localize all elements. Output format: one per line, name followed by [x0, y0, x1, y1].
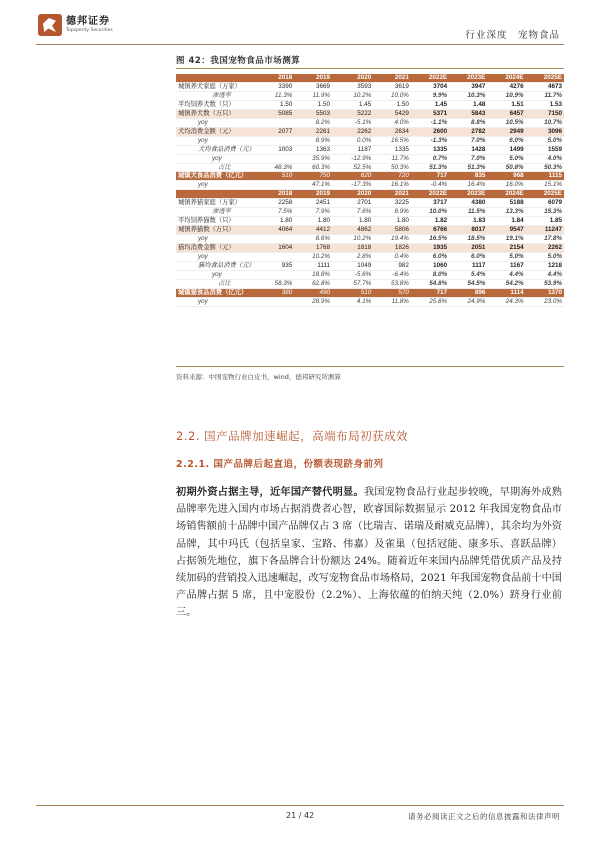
table-cell: 5843: [449, 109, 487, 118]
table-cell: 2258: [257, 199, 295, 208]
header-cell: [176, 190, 257, 199]
table-cell: -1.3%: [411, 136, 449, 145]
table-cell: 4.4%: [526, 270, 564, 279]
header-cell: 2023E: [449, 74, 487, 82]
table-cell: 0.0%: [332, 136, 373, 145]
row-label: 渗透率: [176, 208, 257, 217]
table-cell: 10.0%: [411, 208, 449, 217]
table-cell: 968: [487, 172, 525, 181]
table-cell: 5429: [373, 109, 411, 118]
table-cell: 15.3%: [526, 208, 564, 217]
table-cell: 2154: [487, 244, 525, 253]
table-cell: 1370: [526, 288, 564, 297]
table-row: [176, 145, 564, 154]
table-cell: 19.4%: [373, 235, 411, 244]
table-row: [176, 199, 564, 208]
table-cell: 2634: [373, 127, 411, 136]
table-cell: 1.45: [332, 100, 373, 109]
table-cell: 10.2%: [332, 91, 373, 100]
table-cell: -5.1%: [332, 118, 373, 127]
table-cell: 1.80: [373, 217, 411, 226]
table-cell: 2051: [449, 244, 487, 253]
table-cell: 1.50: [257, 100, 295, 109]
table-cell: 10.0%: [373, 91, 411, 100]
row-label: 平均饲养犬数（只）: [176, 100, 257, 109]
table-cell: 18.5%: [449, 235, 487, 244]
table-cell: 16.5%: [411, 235, 449, 244]
table-cell: -5.6%: [332, 270, 373, 279]
table-cell: 2261: [294, 127, 332, 136]
header-cell: 2020: [332, 74, 373, 82]
table-cell: 4412: [294, 226, 332, 235]
table-cell: 380: [257, 288, 295, 297]
table-cell: 1826: [373, 244, 411, 253]
table-cell: 5.0%: [526, 253, 564, 262]
table-cell: 57.7%: [332, 279, 373, 288]
table-cell: 3717: [411, 199, 449, 208]
row-label: 城镇养猫家庭（万家）: [176, 199, 257, 208]
table-cell: -0.4%: [411, 181, 449, 190]
table-cell: 2077: [257, 127, 295, 136]
table-row: [176, 279, 564, 288]
table-row: [176, 163, 564, 172]
table-row: [176, 253, 564, 262]
table-row: [176, 208, 564, 217]
table-cell: 17.8%: [526, 235, 564, 244]
table-cell: 5188: [487, 199, 525, 208]
table-cell: 5.0%: [487, 154, 525, 163]
table-cell: 5503: [294, 109, 332, 118]
table-cell: 25.8%: [411, 297, 449, 306]
table-cell: 1335: [411, 145, 449, 154]
table-row: [176, 100, 564, 109]
table-cell: 4.1%: [332, 297, 373, 306]
table-cell: 2.8%: [332, 253, 373, 262]
table-cell: 6.0%: [449, 253, 487, 262]
table-header-row: [176, 74, 564, 82]
table-cell: 6457: [487, 109, 525, 118]
header-cell: 2021: [373, 74, 411, 82]
table-cell: 5371: [411, 109, 449, 118]
page-header: [0, 0, 600, 48]
table-row: [176, 136, 564, 145]
table-cell: 7.6%: [332, 208, 373, 217]
page-number: 21 / 42: [286, 811, 315, 820]
table-cell: [257, 136, 295, 145]
table-cell: 935: [257, 262, 295, 271]
header-section-label: 行业深度 宠物食品: [465, 30, 560, 41]
table-cell: 23.0%: [526, 297, 564, 306]
table-row: [176, 270, 564, 279]
table-cell: 1604: [257, 244, 295, 253]
table-cell: 6079: [526, 199, 564, 208]
header-cell: 2020: [332, 190, 373, 199]
header-cell: [176, 74, 257, 82]
table-cell: 58.3%: [257, 279, 295, 288]
table-cell: 490: [294, 288, 332, 297]
table-cell: 1.82: [411, 217, 449, 226]
table-cell: 0.4%: [373, 253, 411, 262]
table-cell: 1335: [373, 145, 411, 154]
table-cell: 5.0%: [526, 136, 564, 145]
table-cell: 51.3%: [411, 163, 449, 172]
table-row: [176, 244, 564, 253]
table-cell: 4276: [487, 82, 525, 91]
table-cell: 1187: [332, 145, 373, 154]
row-label: yoy: [176, 154, 257, 163]
header-cell: 2021: [373, 190, 411, 199]
table-cell: 6.0%: [411, 253, 449, 262]
table-cell: 7.9%: [294, 208, 332, 217]
row-label: yoy: [176, 181, 257, 190]
table-cell: 3947: [449, 82, 487, 91]
table-cell: 11.3%: [257, 91, 295, 100]
row-label: yoy: [176, 297, 257, 306]
table-cell: 50.3%: [373, 163, 411, 172]
row-label: 占比: [176, 163, 257, 172]
table-row: [176, 181, 564, 190]
row-label: 犬均消费金额（元）: [176, 127, 257, 136]
table-cell: [257, 235, 295, 244]
header-cell: 2025E: [526, 74, 564, 82]
logo-icon: [38, 14, 62, 36]
table-cell: 2262: [526, 244, 564, 253]
header-cell: 2024E: [487, 190, 525, 199]
table-cell: 16.0%: [487, 181, 525, 190]
table-cell: 50.3%: [526, 163, 564, 172]
table-cell: 1.53: [526, 100, 564, 109]
body-paragraph: [176, 484, 562, 622]
table-cell: 60.3%: [294, 163, 332, 172]
table-cell: 1428: [449, 145, 487, 154]
table-row: [176, 109, 564, 118]
table-cell: 4064: [257, 226, 295, 235]
table-cell: 1117: [449, 262, 487, 271]
table-cell: 1114: [487, 288, 525, 297]
table-cell: 835: [449, 172, 487, 181]
table-cell: 620: [332, 172, 373, 181]
table-cell: 1.50: [373, 100, 411, 109]
table-cell: 1559: [526, 145, 564, 154]
table-cell: 510: [332, 288, 373, 297]
table-cell: 3704: [411, 82, 449, 91]
row-label: 占比: [176, 279, 257, 288]
table-cell: 4.4%: [487, 270, 525, 279]
table-cell: 6766: [411, 226, 449, 235]
table-cell: 10.3%: [449, 91, 487, 100]
table-cell: 570: [373, 288, 411, 297]
table-cell: 1.50: [294, 100, 332, 109]
row-label: yoy: [176, 235, 257, 244]
table-row: [176, 154, 564, 163]
table-cell: 9547: [487, 226, 525, 235]
table-cell: 19.1%: [487, 235, 525, 244]
row-label: 猫均食品消费（元）: [176, 262, 257, 271]
table-cell: 54.5%: [449, 279, 487, 288]
row-label: 渗透率: [176, 91, 257, 100]
table-cell: 0.7%: [411, 154, 449, 163]
table-cell: 1363: [294, 145, 332, 154]
header-cell: 2025E: [526, 190, 564, 199]
logo-cn-text: 德邦证券: [66, 15, 110, 27]
table-cell: 53.8%: [373, 279, 411, 288]
row-label: 犬均食品消费（元）: [176, 145, 257, 154]
table-cell: 1218: [526, 262, 564, 271]
header-cell: 2018: [257, 190, 295, 199]
total-row: [176, 172, 564, 181]
logo-en-text: Topsperity Securities: [66, 27, 113, 33]
table-cell: 16.1%: [373, 181, 411, 190]
table-cell: 1499: [487, 145, 525, 154]
table-cell: 720: [373, 172, 411, 181]
figure-top-rule: [176, 68, 564, 69]
table-cell: 15.1%: [526, 181, 564, 190]
table-cell: 1060: [411, 262, 449, 271]
row-label: 平均饲养猫数（只）: [176, 217, 257, 226]
header-cell: 2024E: [487, 74, 525, 82]
table-cell: 35.9%: [294, 154, 332, 163]
company-logo: [38, 14, 113, 36]
table-cell: 896: [449, 288, 487, 297]
table-cell: -12.9%: [332, 154, 373, 163]
table-cell: 51.3%: [449, 163, 487, 172]
table-cell: 1.85: [526, 217, 564, 226]
table-cell: 50.8%: [487, 163, 525, 172]
market-estimate-table: [176, 74, 564, 307]
table-row: [176, 262, 564, 271]
table-cell: 10.9%: [487, 91, 525, 100]
table-cell: 8.8%: [449, 118, 487, 127]
table-cell: 3619: [373, 82, 411, 91]
table-cell: 717: [411, 288, 449, 297]
figure-source: 资料来源：中国宠物行业白皮书，wind，德邦研究所测算: [176, 373, 341, 381]
table-cell: 11247: [526, 226, 564, 235]
table-cell: 1.83: [449, 217, 487, 226]
table-row: [176, 235, 564, 244]
table-cell: 8.2%: [294, 118, 332, 127]
table-cell: 7.0%: [449, 136, 487, 145]
table-cell: 2701: [332, 199, 373, 208]
table-cell: 2451: [294, 199, 332, 208]
table-cell: 2600: [411, 127, 449, 136]
figure-title: 图 42：我国宠物食品市场测算: [176, 56, 301, 66]
table-cell: 6.0%: [487, 136, 525, 145]
table-cell: 4.0%: [526, 154, 564, 163]
table-cell: 2782: [449, 127, 487, 136]
footer-disclaimer: 请务必阅读正文之后的信息披露和法律声明: [408, 812, 560, 821]
table-cell: -6.4%: [373, 270, 411, 279]
table-cell: 5085: [257, 109, 295, 118]
table-cell: 3593: [332, 82, 373, 91]
table-row: [176, 217, 564, 226]
table-cell: 48.3%: [257, 163, 295, 172]
table-cell: 4673: [526, 82, 564, 91]
table-cell: 9.9%: [411, 91, 449, 100]
table-cell: 28.9%: [294, 297, 332, 306]
row-label: 城镇养犬家庭（万家）: [176, 82, 257, 91]
table-cell: 11.8%: [373, 297, 411, 306]
table-cell: 5.4%: [449, 270, 487, 279]
row-label: 城镇养猫数（万只）: [176, 226, 257, 235]
header-cell: 2022E: [411, 190, 449, 199]
table-cell: 8.0%: [411, 270, 449, 279]
table-cell: 1111: [294, 262, 332, 271]
table-cell: [257, 270, 295, 279]
table-cell: 1115: [526, 172, 564, 181]
header-cell: 2019: [294, 190, 332, 199]
table-cell: 750: [294, 172, 332, 181]
table-cell: 1167: [487, 262, 525, 271]
table-cell: 11.5%: [449, 208, 487, 217]
table-cell: 1.80: [294, 217, 332, 226]
table-cell: 54.2%: [487, 279, 525, 288]
paragraph-lead: 初期外资占据主导，近年国产替代明显。: [176, 486, 364, 498]
table-cell: [257, 181, 295, 190]
table-cell: 24.3%: [487, 297, 525, 306]
table-row: [176, 226, 564, 235]
row-label: yoy: [176, 270, 257, 279]
table-row: [176, 127, 564, 136]
row-label: yoy: [176, 136, 257, 145]
table-cell: 2949: [487, 127, 525, 136]
row-label: yoy: [176, 118, 257, 127]
table-cell: 5222: [332, 109, 373, 118]
table-cell: 7.0%: [449, 154, 487, 163]
header-divider: [36, 44, 564, 45]
table-cell: 8.9%: [294, 136, 332, 145]
table-cell: 1768: [294, 244, 332, 253]
total-row: [176, 288, 564, 297]
table-cell: [257, 154, 295, 163]
table-cell: 54.8%: [411, 279, 449, 288]
table-cell: 7.5%: [257, 208, 295, 217]
row-label: 猫均消费金额（元）: [176, 244, 257, 253]
table-cell: 2262: [332, 127, 373, 136]
table-cell: 18.8%: [294, 270, 332, 279]
table-cell: -17.3%: [332, 181, 373, 190]
table-header-row: [176, 190, 564, 199]
table-cell: 11.9%: [294, 91, 332, 100]
table-cell: 510: [257, 172, 295, 181]
table-cell: -1.1%: [411, 118, 449, 127]
table-cell: 5.0%: [487, 253, 525, 262]
table-cell: 10.5%: [487, 118, 525, 127]
table-row: [176, 118, 564, 127]
table-cell: 1.45: [411, 100, 449, 109]
row-label: yoy: [176, 253, 257, 262]
table-cell: 10.2%: [294, 253, 332, 262]
table-cell: 4.0%: [373, 118, 411, 127]
table-cell: 10.7%: [526, 118, 564, 127]
table-cell: 11.7%: [373, 154, 411, 163]
table-cell: 16.4%: [449, 181, 487, 190]
figure-bottom-rule: [176, 366, 564, 367]
table-cell: 52.5%: [332, 163, 373, 172]
table-cell: 13.3%: [487, 208, 525, 217]
table-cell: [257, 297, 295, 306]
table-cell: 3096: [526, 127, 564, 136]
table-cell: 982: [373, 262, 411, 271]
table-cell: 8.6%: [294, 235, 332, 244]
table-row: [176, 82, 564, 91]
table-cell: 1.51: [487, 100, 525, 109]
table-cell: 1003: [257, 145, 295, 154]
table-cell: 4862: [332, 226, 373, 235]
header-cell: 2023E: [449, 190, 487, 199]
subsection-heading: 2.2.1. 国产品牌后起直追，份额表现跻身前列: [176, 459, 384, 470]
table-cell: 5806: [373, 226, 411, 235]
table-cell: 1.80: [332, 217, 373, 226]
table-cell: 8017: [449, 226, 487, 235]
table-cell: 3225: [373, 199, 411, 208]
section-heading: 2.2. 国产品牌加速崛起，高端布局初获成效: [176, 429, 409, 443]
table-cell: 1818: [332, 244, 373, 253]
row-label: 城镇猫食品消费（亿元）: [176, 288, 257, 297]
table-cell: [257, 253, 295, 262]
table-cell: 24.9%: [449, 297, 487, 306]
table-row: [176, 91, 564, 100]
table-cell: 1.48: [449, 100, 487, 109]
table-cell: 3390: [257, 82, 295, 91]
table-cell: 1.80: [257, 217, 295, 226]
table-cell: 11.7%: [526, 91, 564, 100]
row-label: 城镇养犬数（万只）: [176, 109, 257, 118]
table-row: [176, 297, 564, 306]
paragraph-body: 我国宠物食品行业起步较晚，早期海外成熟品牌率先进入国内市场占据消费者心智，欧睿国际数据显示 2012 年我国宠物食品市场销售额前十品牌中国产品牌仅占 3 席（比瑞吉、诺瑞及耐威克品牌），其余均为外资品牌，其中玛氏（包括皇家、宝路、伟嘉）及雀巢（包括冠能、康多乐、喜跃品牌）占据领先地位，旗下各品牌合计份额达 24%。随着近年来国内品牌凭借优质产品及持续加码的营销投入迅速崛起，改写宠物食品市场格局，2021 年我国宠物食品前十中国产品牌占据 5 席，且中宠股份（2.2%）、上海依蕴的伯纳天纯（2.0%）跻身行业前三。: [176, 487, 562, 619]
table-cell: 1.84: [487, 217, 525, 226]
header-cell: 2019: [294, 74, 332, 82]
table-cell: 7150: [526, 109, 564, 118]
header-cell: 2022E: [411, 74, 449, 82]
table-cell: 53.9%: [526, 279, 564, 288]
table-cell: 47.1%: [294, 181, 332, 190]
table-cell: 8.9%: [373, 208, 411, 217]
table-cell: 4380: [449, 199, 487, 208]
table-cell: 717: [411, 172, 449, 181]
table-cell: 62.8%: [294, 279, 332, 288]
table-cell: 10.2%: [332, 235, 373, 244]
table-cell: 16.5%: [373, 136, 411, 145]
table-cell: [257, 118, 295, 127]
row-label: 城镇犬食品消费（亿元）: [176, 172, 257, 181]
table-cell: 3669: [294, 82, 332, 91]
header-cell: 2018: [257, 74, 295, 82]
table-cell: 1935: [411, 244, 449, 253]
footer-divider: [36, 805, 564, 806]
table-cell: 1049: [332, 262, 373, 271]
